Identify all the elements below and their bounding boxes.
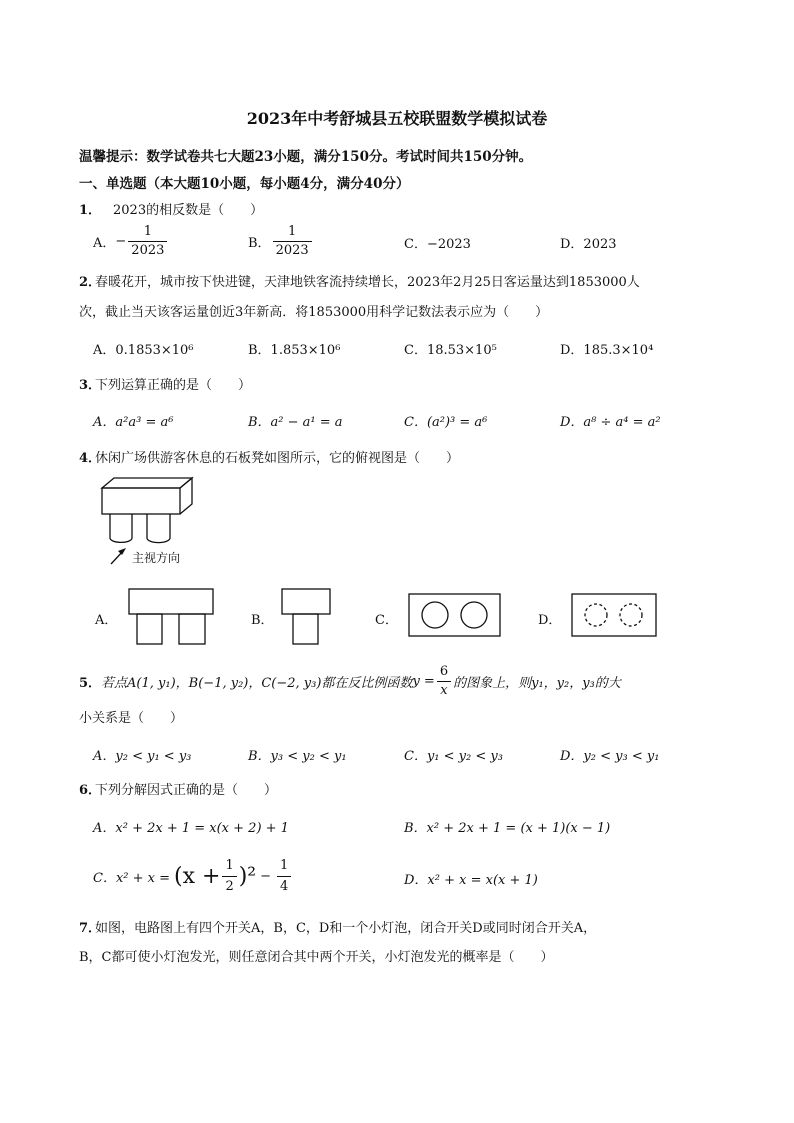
q1-number: 1． <box>79 203 102 218</box>
q3-option-d[interactable]: D．a⁸ ÷ a⁴ = a² <box>560 415 661 430</box>
q4-option-d-label[interactable]: D． <box>538 613 562 628</box>
q3-option-b[interactable]: B．a² − a¹ = a <box>248 415 343 430</box>
q1-a-sign: − <box>115 233 127 249</box>
q1-b-denominator: 2023 <box>273 241 312 260</box>
q4-option-d-figure[interactable] <box>570 593 660 639</box>
q1-a-denominator: 2023 <box>128 241 167 260</box>
q6-option-d[interactable]: D．x² + x = x(x + 1) <box>404 873 538 888</box>
q6-option-b[interactable]: B．x² + 2x + 1 = (x + 1)(x − 1) <box>404 821 611 836</box>
q6-option-a[interactable]: A．x² + 2x + 1 = x(x + 2) + 1 <box>93 821 289 836</box>
arrow-head-icon <box>118 548 126 555</box>
q2-number: 2． <box>79 275 102 290</box>
q5-stem-line1 <box>79 660 621 702</box>
q1-a-numerator: 1 <box>143 223 152 239</box>
q6-c-fraction-2 <box>277 856 291 897</box>
q3-number: 3． <box>79 378 102 393</box>
q4-option-c-figure[interactable] <box>407 593 503 639</box>
q5-y-equals: y = <box>412 673 435 689</box>
q2-option-c[interactable]: C．18.53×10⁵ <box>404 343 497 358</box>
q4-option-b-label[interactable]: B． <box>251 613 274 628</box>
q5-fraction <box>437 663 451 700</box>
q7-line2: B，C都可使小灯泡发光，则任意闭合其中两个开关，小灯泡发光的概率是（ ） <box>79 950 554 965</box>
q2-option-d[interactable]: D．185.3×10⁴ <box>560 343 654 358</box>
q5-number: 5． <box>79 675 102 691</box>
q5-option-b[interactable]: B．y₃ < y₂ < y₁ <box>248 749 347 764</box>
q6-c-pre: C．x² + x = <box>93 870 171 886</box>
q2-option-b[interactable]: B．1.853×10⁶ <box>248 343 341 358</box>
q6-c-close: )² <box>238 863 257 889</box>
q7-number: 7． <box>79 921 102 936</box>
q5-option-d[interactable]: D．y₂ < y₃ < y₁ <box>560 749 660 764</box>
section-heading: 一、单选题（本大题10小题，每小题4分，满分40分） <box>79 176 410 192</box>
q5-stem-post: 的图象上，则y₁，y₂，y₃的大 <box>453 675 621 691</box>
q6-c-denominator-1: 2 <box>222 876 236 897</box>
q4-option-a-figure[interactable] <box>127 588 217 646</box>
q6-option-c[interactable] <box>93 852 293 900</box>
q6-c-numerator-2: 1 <box>280 857 289 873</box>
q3-option-c[interactable]: C．(a²)³ = a⁶ <box>404 415 488 430</box>
q1-a-fraction <box>128 223 167 260</box>
q1-a-label: A． <box>93 235 116 251</box>
q6-c-minus: − <box>260 868 272 884</box>
direction-label: 主视方向 <box>132 551 181 565</box>
q5-line2: 小关系是（ ） <box>79 711 184 726</box>
q3-option-a[interactable]: A．a²a³ = a⁶ <box>93 415 174 430</box>
q6-number: 6． <box>79 783 102 798</box>
q7-line1: 如图，电路图上有四个开关A，B，C，D和一个小灯泡，闭合开关D或同时闭合开关A， <box>95 921 597 936</box>
q5-stem-pre: 若点A(1, y₁)，B(−1, y₂)，C(−2, y₃)都在反比例函数 <box>101 675 413 691</box>
q2-option-a[interactable]: A．0.1853×10⁶ <box>93 343 194 358</box>
q5-option-c[interactable]: C．y₁ < y₂ < y₃ <box>404 749 503 764</box>
q4-option-b-figure[interactable] <box>280 588 335 646</box>
q1-option-d[interactable]: D．2023 <box>560 237 617 252</box>
q5-option-a[interactable]: A．y₂ < y₁ < y₃ <box>93 749 192 764</box>
q5-numerator: 6 <box>439 663 449 679</box>
q1-stem: 2023的相反数是（ ） <box>113 203 264 218</box>
q6-c-fraction-1 <box>222 856 236 897</box>
q6-c-numerator-1: 1 <box>225 857 234 873</box>
q1-b-label: B． <box>248 235 271 251</box>
q1-b-fraction <box>273 223 312 260</box>
q4-stem: 休闲广场供游客休息的石板凳如图所示，它的俯视图是（ ） <box>95 451 460 466</box>
q6-stem: 下列分解因式正确的是（ ） <box>95 783 278 798</box>
q1-option-b[interactable] <box>248 221 314 261</box>
q5-denominator: x <box>437 681 451 700</box>
q3-stem: 下列运算正确的是（ ） <box>95 378 252 393</box>
notice: 温馨提示：数学试卷共七大题23小题，满分150分。考试时间共150分钟。 <box>79 149 533 165</box>
q6-c-denominator-2: 4 <box>277 876 291 897</box>
q1-option-a[interactable] <box>93 221 169 261</box>
q1-option-c[interactable]: C．−2023 <box>404 237 471 252</box>
q4-option-c-label[interactable]: C． <box>375 613 398 628</box>
q4-number: 4． <box>79 451 102 466</box>
q2-line2: 次，截止当天该客运量创近3年新高．将1853000用科学记数法表示应为（ ） <box>79 305 549 320</box>
q1-b-numerator: 1 <box>287 223 297 239</box>
q4-option-a-label[interactable]: A． <box>95 613 118 628</box>
q6-c-open: (x + <box>174 863 221 889</box>
q2-line1: 春暖花开，城市按下快进键，天津地铁客流持续增长，2023年2月25日客运量达到1853000人 <box>95 275 640 290</box>
page-title: 2023年中考舒城县五校联盟数学模拟试卷 <box>246 109 548 128</box>
